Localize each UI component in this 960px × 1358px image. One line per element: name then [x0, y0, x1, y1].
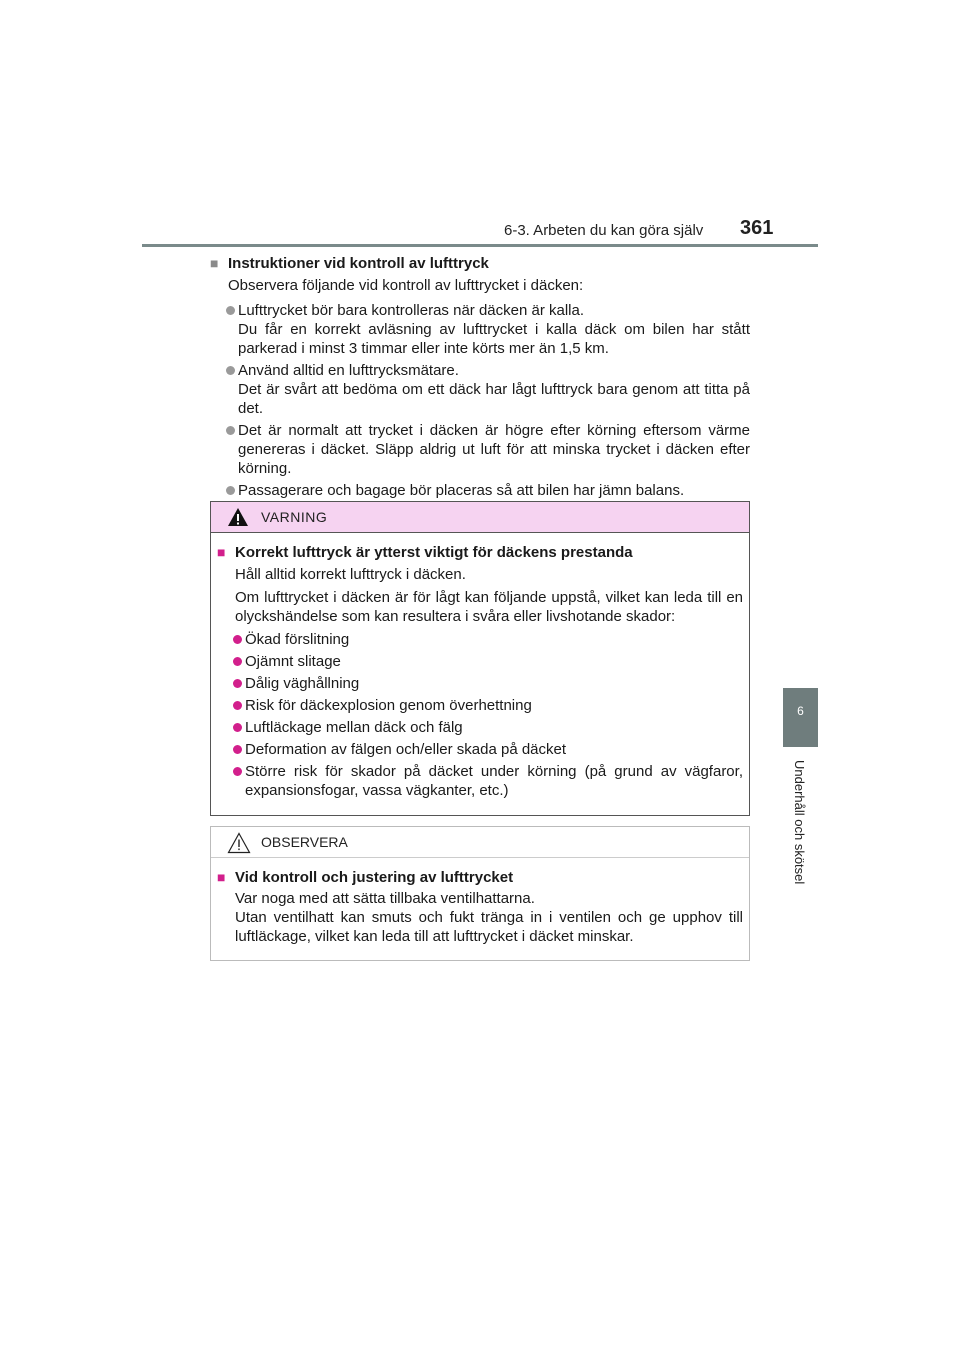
intro-section	[210, 254, 750, 500]
intro-heading: ■ Instruktioner vid kontroll av lufttryck	[210, 255, 489, 272]
bullet-dot-icon	[233, 679, 242, 688]
notice-line: Utan ventilhatt kan smuts och fukt tränga in i ventilen och ge upphov till luftläckage, vilket kan leda till att lufttrycket i däcket minskar.	[235, 909, 743, 945]
list-item: Passagerare och bagage bör placeras så att bilen har jämn balans.	[210, 481, 750, 500]
list-item: Lufttrycket bör bara kontrolleras när däcken är kalla. Du får en korrekt avläsning av lufttrycket i kalla däck om bilen har stått parkerad i minst 3 timmar eller inte körts mer än 1,5 km.	[210, 301, 750, 358]
bullet-dot-icon	[233, 635, 242, 644]
list-item: Risk för däckexplosion genom överhettning	[217, 696, 743, 715]
notice-line: Var noga med att sätta tillbaka ventilhattarna.	[235, 890, 535, 907]
list-item: Använd alltid en lufttrycksmätare. Det är svårt att bedöma om ett däck har lågt lufttryck bara genom att titta på det.	[210, 361, 750, 418]
warning-box	[210, 501, 750, 816]
warning-body	[217, 543, 743, 800]
chapter-tab	[783, 688, 818, 747]
list-item: Ojämnt slitage	[217, 652, 743, 671]
chapter-title: Underhåll och skötsel	[792, 760, 807, 885]
header-rule	[142, 244, 818, 247]
list-item: Dålig väghållning	[217, 674, 743, 693]
bullet-dot-icon	[233, 723, 242, 732]
list-item: Luftläckage mellan däck och fälg	[217, 718, 743, 737]
notice-label: OBSERVERA	[261, 834, 348, 850]
list-item: Ökad förslitning	[217, 630, 743, 649]
list-item: Det är normalt att trycket i däcken är högre efter körning eftersom värme genereras i däcket. Släpp aldrig ut luft för att minska trycket i däcken efter körning.	[210, 421, 750, 478]
bullet-dot-icon	[226, 426, 235, 435]
list-item: Större risk för skador på däcket under körning (på grund av vägfaror, expansionsfogar, vassa vägkanter, etc.)	[217, 762, 743, 800]
intro-lead: Observera följande vid kontroll av lufttrycket i däcken:	[228, 277, 584, 294]
list-item: Deformation av fälgen och/eller skada på däcket	[217, 740, 743, 759]
notice-body	[217, 868, 743, 946]
bullet-dot-icon	[226, 366, 235, 375]
bullet-dot-icon	[226, 486, 235, 495]
chapter-number: 6	[797, 704, 804, 718]
page-header	[142, 218, 818, 246]
bullet-dot-icon	[233, 745, 242, 754]
caution-triangle-icon	[227, 832, 251, 854]
section-title: 6-3. Arbeten du kan göra själv	[504, 222, 704, 239]
warning-triangle-icon	[227, 507, 249, 527]
bullet-dot-icon	[233, 701, 242, 710]
bullet-dot-icon	[233, 657, 242, 666]
notice-header	[211, 827, 749, 858]
bullet-dot-icon	[226, 306, 235, 315]
warning-header	[211, 502, 749, 533]
warning-para: Håll alltid korrekt lufttryck i däcken.	[235, 566, 466, 583]
notice-box	[210, 826, 750, 961]
notice-heading: ■ Vid kontroll och justering av lufttrycket	[217, 869, 514, 886]
bullet-dot-icon	[233, 767, 242, 776]
warning-heading: ■ Korrekt lufttryck är ytterst viktigt för däckens prestanda	[217, 544, 633, 561]
square-bullet-icon: ■	[217, 869, 226, 885]
square-bullet-icon: ■	[210, 255, 219, 271]
warning-label: VARNING	[261, 509, 328, 525]
page-number: 361	[740, 217, 774, 239]
warning-para: Om lufttrycket i däcken är för lågt kan följande uppstå, vilket kan leda till en olyckshändelse som kan resultera i svåra eller livshotande skador:	[235, 589, 743, 625]
square-bullet-icon: ■	[217, 544, 226, 560]
